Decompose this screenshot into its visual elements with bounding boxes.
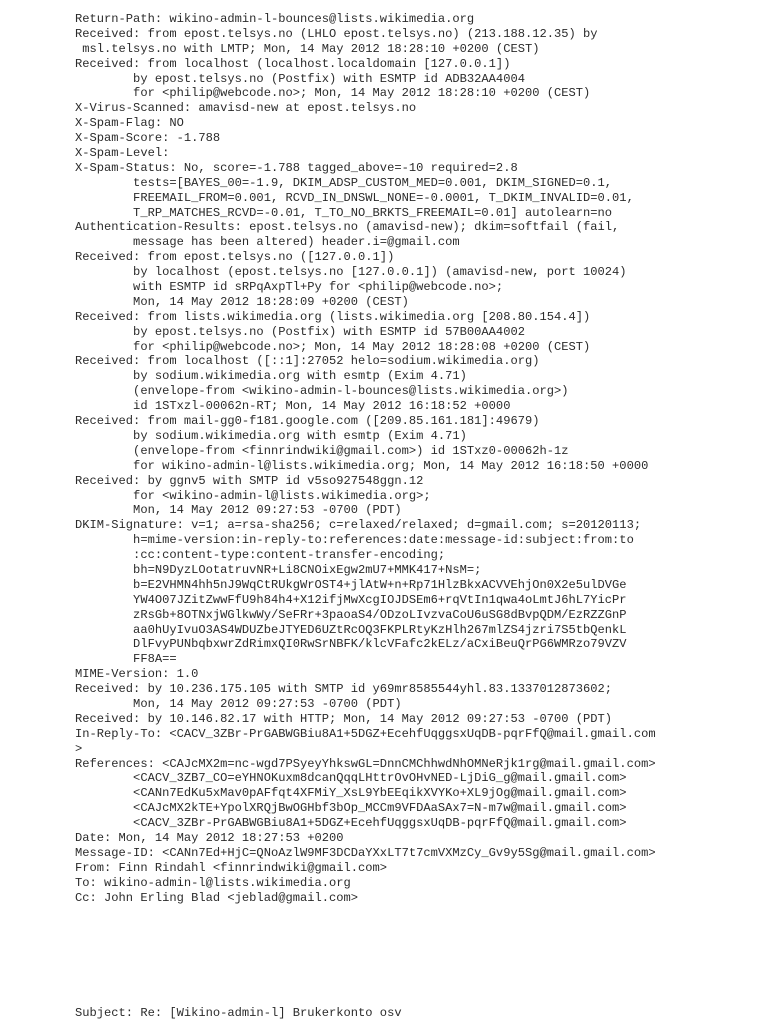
header-line: To: wikino-admin-l@lists.wikimedia.org — [75, 875, 351, 890]
header-line: with ESMTP id sRPqAxpTl+Py for <philip@webcode.no>; — [75, 280, 504, 295]
header-line: FREEMAIL_FROM=0.001, RCVD_IN_DNSWL_NONE=-0.0001, T_DKIM_INVALID=0.01, — [75, 190, 634, 205]
subject-line: Subject: Re: [Wikino-admin-l] Brukerkonto osv — [75, 1006, 402, 1020]
header-line: by epost.telsys.no (Postfix) with ESMTP id ADB32AA4004 — [75, 71, 525, 86]
header-line: by sodium.wikimedia.org with esmtp (Exim 4.71) — [75, 369, 467, 384]
header-line: by sodium.wikimedia.org with esmtp (Exim 4.71) — [75, 428, 467, 443]
header-line: References: <CAJcMX2m=nc-wgd7PSyeyYhkswGL=DnnCMChhwdNhOMNeRjk1rg@mail.gmail.com> — [75, 756, 656, 771]
header-line: Received: from lists.wikimedia.org (lists.wikimedia.org [208.80.154.4]) — [75, 309, 591, 324]
header-line: FF8A== — [75, 652, 177, 667]
header-line: h=mime-version:in-reply-to:references:date:message-id:subject:from:to — [75, 533, 634, 548]
header-line: Authentication-Results: epost.telsys.no (amavisd-new); dkim=softfail (fail, — [75, 220, 620, 235]
header-line: DKIM-Signature: v=1; a=rsa-sha256; c=relaxed/relaxed; d=gmail.com; s=20120113; — [75, 518, 642, 533]
header-line: bh=N9DyzLOotatruvNR+Li8CNOixEgw2mU7+MMK417+NsM=; — [75, 562, 482, 577]
header-line: Mon, 14 May 2012 09:27:53 -0700 (PDT) — [75, 696, 402, 711]
header-line: (envelope-from <wikino-admin-l-bounces@lists.wikimedia.org>) — [75, 384, 569, 399]
header-line: DlFvyPUNbqbxwrZdRimxQI0RwSrNBFK/klcVFafc2kELz/aCxiBeuQrPG6WMRzo79VZV — [75, 637, 627, 652]
header-line: tests=[BAYES_00=-1.9, DKIM_ADSP_CUSTOM_MED=0.001, DKIM_SIGNED=0.1, — [75, 175, 613, 190]
header-line: T_RP_MATCHES_RCVD=-0.01, T_TO_NO_BRKTS_FREEMAIL=0.01] autolearn=no — [75, 205, 613, 220]
header-line: <CACV_3ZB7_CO=eYHNOKuxm8dcanQqqLHttrOvOHvNED-LjDiG_g@mail.gmail.com> — [75, 771, 627, 786]
header-line: :cc:content-type:content-transfer-encoding; — [75, 548, 446, 563]
header-line: From: Finn Rindahl <finnrindwiki@gmail.com> — [75, 860, 388, 875]
header-line: X-Spam-Status: No, score=-1.788 tagged_above=-10 required=2.8 — [75, 160, 518, 175]
header-line: id 1STxzl-00062n-RT; Mon, 14 May 2012 16:18:52 +0000 — [75, 399, 511, 414]
header-line: for <philip@webcode.no>; Mon, 14 May 2012 18:28:10 +0200 (CEST) — [75, 86, 591, 101]
header-line: Received: from mail-gg0-f181.google.com ([209.85.161.181]:49679) — [75, 414, 540, 429]
header-line: by localhost (epost.telsys.no [127.0.0.1]) (amavisd-new, port 10024) — [75, 265, 627, 280]
email-header-block — [75, 12, 755, 905]
header-line: (envelope-from <finnrindwiki@gmail.com>) id 1STxz0-00062h-1z — [75, 443, 569, 458]
header-line: YW4O07JZitZwwFfU9h84h4+X12ifjMwXcgIOJDSEm6+rqVtIn1qwa4oLmtJ6hL7YicPr — [75, 592, 627, 607]
header-line: Return-Path: wikino-admin-l-bounces@lists.wikimedia.org — [75, 12, 475, 26]
header-line: X-Spam-Level: — [75, 146, 170, 161]
header-line: > — [75, 741, 83, 756]
header-line: Message-ID: <CANn7Ed+HjC=QNoAzlW9MF3DCDaYXxLT7t7cmVXMzCy_Gv9y5Sg@mail.gmail.com> — [75, 845, 656, 860]
header-line: In-Reply-To: <CACV_3ZBr-PrGABWGBiu8A1+5DGZ+EcehfUqggsxUqDB-pqrFfQ@mail.gmail.com — [75, 726, 656, 741]
header-line: Cc: John Erling Blad <jeblad@gmail.com> — [75, 890, 359, 905]
header-line: b=E2VHMN4hh5nJ9WqCtRUkgWrOST4+jlAtW+n+Rp71HlzBkxACVVEhjOn0X2e5ulDVGe — [75, 577, 627, 592]
header-line: by epost.telsys.no (Postfix) with ESMTP id 57B00AA4002 — [75, 324, 525, 339]
header-line: Received: from localhost (localhost.localdomain [127.0.0.1]) — [75, 56, 511, 71]
header-line: Received: by 10.146.82.17 with HTTP; Mon, 14 May 2012 09:27:53 -0700 (PDT) — [75, 711, 613, 726]
header-line: Mon, 14 May 2012 18:28:09 +0200 (CEST) — [75, 294, 409, 309]
header-line: zRsGb+8OTNxjWGlkwWy/SeFRr+3paoaS4/ODzoLIvzvaCoU6uSG8dBvpQDM/EzRZZGnP — [75, 607, 627, 622]
header-line: X-Spam-Flag: NO — [75, 116, 184, 131]
header-line: aa0hUyIvuO3AS4WDUZbeJTYED6UZtRcOQ3FKPLRtyKzHlh267mlZS4jzri7S5tbQenkL — [75, 622, 627, 637]
header-line: Date: Mon, 14 May 2012 18:27:53 +0200 — [75, 830, 344, 845]
header-line: Received: from epost.telsys.no ([127.0.0.1]) — [75, 250, 395, 265]
header-line: message has been altered) header.i=@gmail.com — [75, 235, 460, 250]
header-line: <CAJcMX2kTE+YpolXRQjBwOGHbf3bOp_MCCm9VFDAaSAx7=N-m7w@mail.gmail.com> — [75, 801, 627, 816]
header-line: Received: by ggnv5 with SMTP id v5so927548ggn.12 — [75, 473, 424, 488]
header-line: <CACV_3ZBr-PrGABWGBiu8A1+5DGZ+EcehfUqggsxUqDB-pqrFfQ@mail.gmail.com> — [75, 816, 627, 831]
header-line: for <philip@webcode.no>; Mon, 14 May 2012 18:28:08 +0200 (CEST) — [75, 339, 591, 354]
header-line: for <wikino-admin-l@lists.wikimedia.org>; — [75, 488, 431, 503]
header-line: Received: from localhost ([::1]:27052 helo=sodium.wikimedia.org) — [75, 354, 540, 369]
header-line: Received: by 10.236.175.105 with SMTP id y69mr8585544yhl.83.1337012873602; — [75, 682, 613, 697]
header-line: <CANn7EdKu5xMav0pAFfqt4XFMiY_XsL9YbEEqikXVYKo+XL9jOg@mail.gmail.com> — [75, 786, 627, 801]
header-line: X-Spam-Score: -1.788 — [75, 131, 221, 146]
header-line: msl.telsys.no with LMTP; Mon, 14 May 2012 18:28:10 +0200 (CEST) — [75, 41, 540, 56]
header-line: Mon, 14 May 2012 09:27:53 -0700 (PDT) — [75, 503, 402, 518]
header-line: Received: from epost.telsys.no (LHLO epost.telsys.no) (213.188.12.35) by — [75, 26, 598, 41]
header-line: for wikino-admin-l@lists.wikimedia.org; Mon, 14 May 2012 16:18:50 +0000 — [75, 458, 649, 473]
header-line: X-Virus-Scanned: amavisd-new at epost.telsys.no — [75, 101, 417, 116]
header-line: MIME-Version: 1.0 — [75, 667, 199, 682]
